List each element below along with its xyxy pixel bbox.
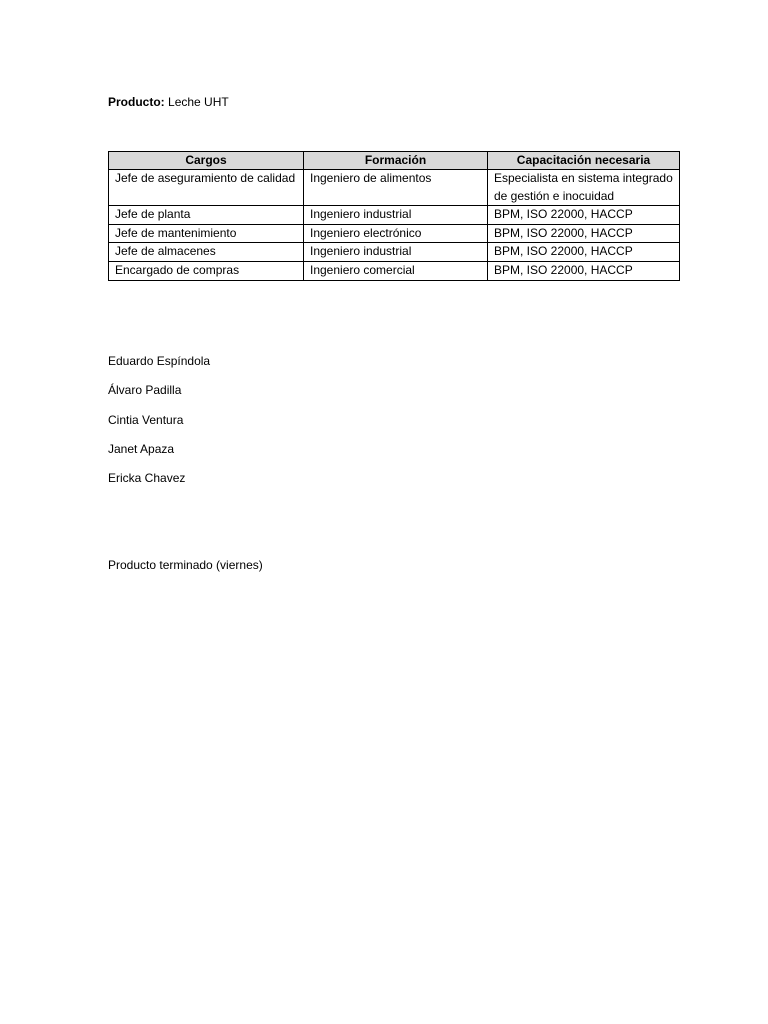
team-member: Cintia Ventura — [108, 412, 184, 427]
header-cargos: Cargos — [109, 152, 304, 170]
cell-formacion: Ingeniero comercial — [304, 261, 488, 280]
cell-cargo: Jefe de mantenimiento — [109, 224, 304, 243]
roles-table — [108, 151, 680, 281]
product-line — [108, 95, 229, 109]
cell-cargo: Jefe de almacenes — [109, 243, 304, 262]
table-row — [109, 261, 680, 280]
table-row — [109, 206, 680, 225]
table-row — [109, 170, 680, 206]
team-member: Ericka Chavez — [108, 471, 186, 486]
cell-formacion: Ingeniero industrial — [304, 243, 488, 262]
finished-product-note: Producto terminado (viernes) — [108, 558, 263, 572]
table-header-row — [109, 152, 680, 170]
cell-formacion: Ingeniero industrial — [304, 206, 488, 225]
team-list — [108, 354, 210, 500]
product-value: Leche UHT — [168, 95, 229, 109]
cell-capacitacion: BPM, ISO 22000, HACCP — [488, 261, 680, 280]
cell-capacitacion: BPM, ISO 22000, HACCP — [488, 243, 680, 262]
cell-formacion: Ingeniero de alimentos — [304, 170, 488, 206]
cell-capacitacion: BPM, ISO 22000, HACCP — [488, 206, 680, 225]
table-row — [109, 224, 680, 243]
header-capacitacion: Capacitación necesaria — [488, 152, 680, 170]
table-row — [109, 243, 680, 262]
cell-cargo: Jefe de planta — [109, 206, 304, 225]
team-member: Janet Apaza — [108, 441, 175, 456]
cell-cargo: Jefe de aseguramiento de calidad — [109, 170, 304, 206]
cell-formacion: Ingeniero electrónico — [304, 224, 488, 243]
header-formacion: Formación — [304, 152, 488, 170]
cell-capacitacion: BPM, ISO 22000, HACCP — [488, 224, 680, 243]
team-member: Eduardo Espíndola — [108, 354, 211, 368]
team-member: Álvaro Padilla — [108, 383, 182, 398]
cell-cargo: Encargado de compras — [109, 261, 304, 280]
cell-capacitacion: Especialista en sistema integrado de gestión e inocuidad — [488, 170, 680, 206]
product-label: Producto: — [108, 95, 165, 109]
